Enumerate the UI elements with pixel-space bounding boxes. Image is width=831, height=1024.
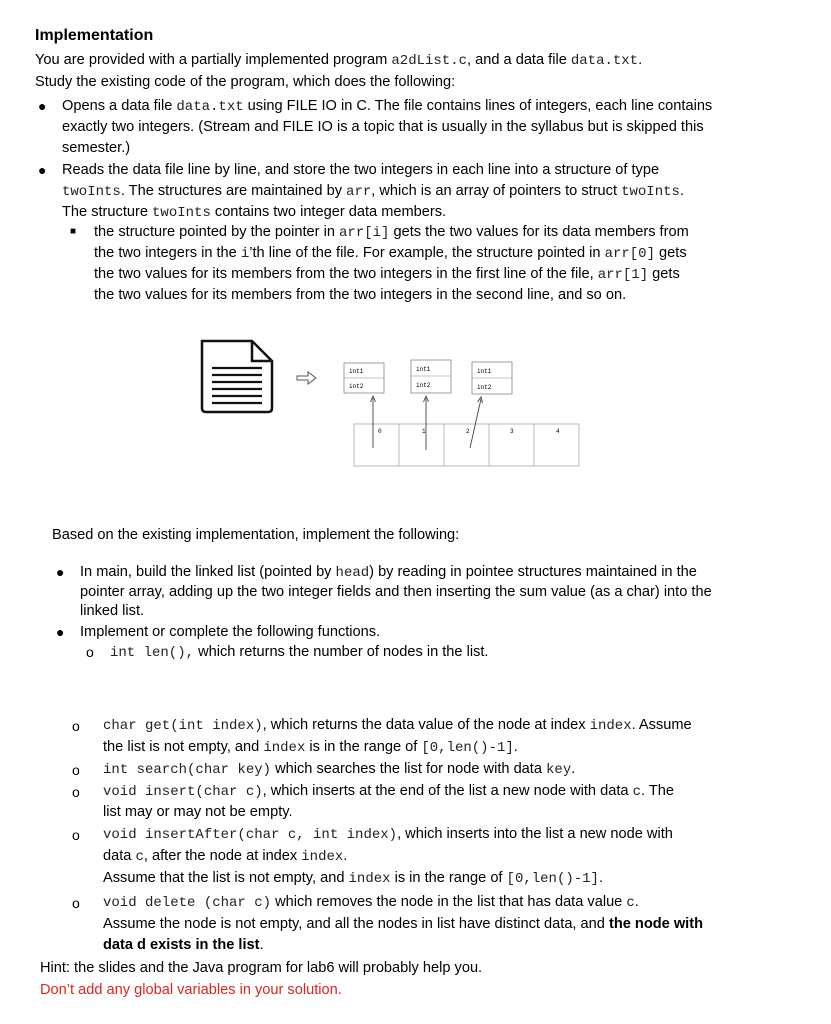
- struct-box-1: [411, 360, 451, 393]
- array-index-3: 3: [510, 428, 514, 435]
- struct-box-2: [472, 362, 512, 394]
- func-insertafter-line-3: Assume that the list is not empty, and index is in the range of [0,len()-1].: [103, 870, 604, 887]
- array-index-2: 2: [466, 428, 470, 435]
- document-icon: [202, 341, 272, 412]
- func-delete-line-3: data d exists in the list.: [103, 937, 264, 953]
- bullet2-line-2: twoInts. The structures are maintained by arr, which is an array of pointers to struct twoInts.: [62, 183, 684, 200]
- bullet3-line-3: linked list.: [80, 603, 145, 619]
- bullet1-line-1: Opens a data file data.txt using FILE IO in C. The file contains lines of integers, each line contains: [62, 98, 713, 115]
- bullet-dot-icon: ●: [56, 624, 65, 640]
- section-heading: Implementation: [35, 27, 154, 44]
- sub-line-4: the two values for its members from the two integers in the second line, and so on.: [94, 287, 627, 303]
- pointer-array: [354, 424, 579, 466]
- func-insert-line-2: list may or may not be empty.: [103, 804, 293, 820]
- based-on-line: Based on the existing implementation, implement the following:: [52, 527, 460, 543]
- func-insertafter-line-2: data c, after the node at index index.: [103, 848, 348, 865]
- func-get-line-2: the list is not empty, and index is in the range of [0,len()-1].: [103, 739, 518, 756]
- circle-bullet-icon: o: [72, 784, 80, 800]
- circle-bullet-icon: o: [86, 644, 94, 660]
- func-insert-line-1: void insert(char c), which inserts at the end of the list a new node with data c. The: [103, 783, 674, 800]
- struct-field-int1: int1: [477, 368, 492, 375]
- struct-field-int1: int1: [349, 368, 364, 375]
- right-arrow-icon: [297, 372, 316, 384]
- struct-field-int2: int2: [349, 383, 364, 390]
- func-delete-line-1: void delete (char c) which removes the node in the list that has data value c.: [103, 894, 639, 911]
- bullet1-line-2: exactly two integers. (Stream and FILE IO is a topic that is usually in the syllabus but is skipped this: [62, 119, 704, 135]
- circle-bullet-icon: o: [72, 762, 80, 778]
- struct-field-int2: int2: [416, 382, 431, 389]
- func-len: int len(), which returns the number of nodes in the list.: [110, 644, 489, 661]
- sub-line-3: the two values for its members from the two integers in the first line of the file, arr[1] gets: [94, 266, 680, 283]
- bullet4-line-1: Implement or complete the following functions.: [80, 624, 381, 640]
- sub-line-2: the two integers in the i’th line of the file. For example, the structure pointed in arr[0] gets: [94, 245, 687, 262]
- circle-bullet-icon: o: [72, 895, 80, 911]
- square-bullet-icon: ■: [70, 226, 77, 237]
- bullet3-line-2: pointer array, adding up the two integer fields and then inserting the sum value (as a char) into the: [80, 584, 712, 600]
- hint-line: Hint: the slides and the Java program for lab6 will probably help you.: [40, 960, 483, 976]
- intro-line-1: You are provided with a partially implemented program a2dList.c, and a data file data.txt.: [35, 52, 643, 69]
- circle-bullet-icon: o: [72, 827, 80, 843]
- circle-bullet-icon: o: [72, 718, 80, 734]
- sub-line-1: the structure pointed by the pointer in arr[i] gets the two values for its data members from: [94, 224, 689, 241]
- bullet2-line-1: Reads the data file line by line, and store the two integers in each line into a structure of type: [62, 162, 660, 178]
- func-get-line-1: char get(int index), which returns the data value of the node at index index. Assume: [103, 717, 692, 734]
- array-diagram: [190, 328, 590, 473]
- bullet-dot-icon: ●: [56, 564, 65, 580]
- array-index-1: 1: [422, 428, 426, 435]
- struct-field-int1: int1: [416, 366, 431, 373]
- intro-line-2: Study the existing code of the program, which does the following:: [35, 74, 456, 90]
- struct-box-0: [344, 363, 384, 393]
- bullet-dot-icon: ●: [38, 162, 47, 178]
- array-index-0: 0: [378, 428, 382, 435]
- bullet2-line-3: The structure twoInts contains two integer data members.: [62, 204, 447, 221]
- func-insertafter-line-1: void insertAfter(char c, int index), which inserts into the list a new node with: [103, 826, 673, 843]
- func-search: int search(char key) which searches the list for node with data key.: [103, 761, 576, 778]
- warning-line: Don’t add any global variables in your solution.: [40, 982, 342, 998]
- func-delete-line-2: Assume the node is not empty, and all the nodes in list have distinct data, and the node with: [103, 916, 703, 932]
- bullet1-line-3: semester.): [62, 140, 131, 156]
- bullet-dot-icon: ●: [38, 98, 47, 114]
- bullet3-line-1: In main, build the linked list (pointed by head) by reading in pointee structures maintained in the: [80, 564, 697, 581]
- struct-field-int2: int2: [477, 384, 492, 391]
- array-index-4: 4: [556, 428, 560, 435]
